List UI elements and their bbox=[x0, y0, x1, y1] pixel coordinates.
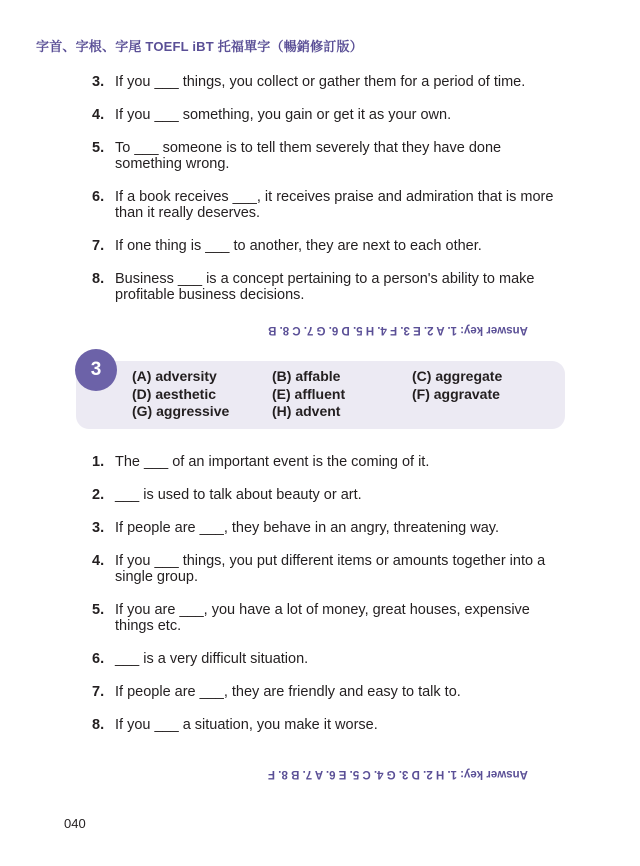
question-number: 7. bbox=[92, 684, 105, 700]
question-item bbox=[92, 684, 582, 700]
question-number: 1. bbox=[92, 454, 105, 470]
question-number: 5. bbox=[92, 602, 105, 618]
question-text: ___ is used to talk about beauty or art. bbox=[115, 487, 362, 503]
question-number: 5. bbox=[92, 140, 105, 156]
word-option bbox=[412, 403, 562, 421]
question-text: If you ___ things, you put different items or amounts together into a single group. bbox=[115, 553, 546, 585]
word-option: (B) affable bbox=[272, 368, 341, 384]
answer-key-upside-down: Answer key: 1. H 2. D 3. G 4. C 5. E 6. A 7. B 8. F bbox=[268, 768, 528, 780]
question-text: If you are ___, you have a lot of money, great houses, expensive things etc. bbox=[115, 602, 530, 634]
question-item bbox=[92, 602, 565, 634]
question-item bbox=[92, 238, 582, 254]
question-number: 7. bbox=[92, 238, 105, 254]
section-number-badge: 3 bbox=[75, 349, 117, 391]
question-text: Business ___ is a concept pertaining to a person's ability to make profitable business decisions. bbox=[115, 271, 535, 303]
question-number: 3. bbox=[92, 74, 105, 90]
question-item bbox=[92, 140, 535, 172]
question-number: 4. bbox=[92, 107, 105, 123]
question-number: 3. bbox=[92, 520, 105, 536]
word-option: (G) aggressive bbox=[132, 403, 230, 419]
question-text: If one thing is ___ to another, they are next to each other. bbox=[115, 238, 482, 254]
question-item bbox=[92, 74, 582, 90]
word-option: (F) aggravate bbox=[412, 385, 500, 402]
question-text: If a book receives ___, it receives praise and admiration that is more than it really deserves. bbox=[115, 189, 554, 221]
word-option: (H) advent bbox=[272, 403, 341, 419]
question-text: ___ is a very difficult situation. bbox=[115, 651, 309, 667]
question-text: If you ___ a situation, you make it worse. bbox=[115, 717, 378, 733]
question-item bbox=[92, 271, 555, 303]
word-option: (E) affluent bbox=[272, 385, 346, 402]
word-option: (D) aesthetic bbox=[132, 385, 217, 402]
book-title-header: 字首、字根、字尾 TOEFL iBT 托福單字（暢銷修訂版） bbox=[36, 39, 363, 54]
question-text: If you ___ things, you collect or gather them for a period of time. bbox=[115, 74, 526, 90]
word-option: (C) aggregate bbox=[412, 368, 503, 384]
word-option: (A) adversity bbox=[132, 368, 217, 384]
question-item bbox=[92, 107, 582, 123]
word-options-grid bbox=[132, 368, 562, 421]
question-text: If people are ___, they are friendly and easy to talk to. bbox=[115, 684, 461, 700]
question-text: To ___ someone is to tell them severely that they have done something wrong. bbox=[115, 140, 502, 172]
question-number: 2. bbox=[92, 487, 105, 503]
question-item bbox=[92, 189, 582, 221]
answer-key-upside-down: Answer key: 1. A 2. E 3. F 4. H 5. D 6. G 7. C 8. B bbox=[268, 324, 528, 336]
question-item bbox=[92, 717, 582, 733]
page-number: 040 bbox=[64, 816, 86, 831]
question-text: The ___ of an important event is the coming of it. bbox=[115, 454, 430, 470]
question-text: If you ___ something, you gain or get it as your own. bbox=[115, 107, 452, 123]
question-number: 6. bbox=[92, 651, 105, 667]
question-item bbox=[92, 520, 582, 536]
question-number: 8. bbox=[92, 271, 105, 287]
question-item bbox=[92, 454, 582, 470]
question-text: If people are ___, they behave in an angry, threatening way. bbox=[115, 520, 499, 536]
question-item bbox=[92, 553, 582, 585]
question-item bbox=[92, 651, 582, 667]
question-number: 4. bbox=[92, 553, 105, 569]
question-number: 8. bbox=[92, 717, 105, 733]
question-item bbox=[92, 487, 582, 503]
question-number: 6. bbox=[92, 189, 105, 205]
